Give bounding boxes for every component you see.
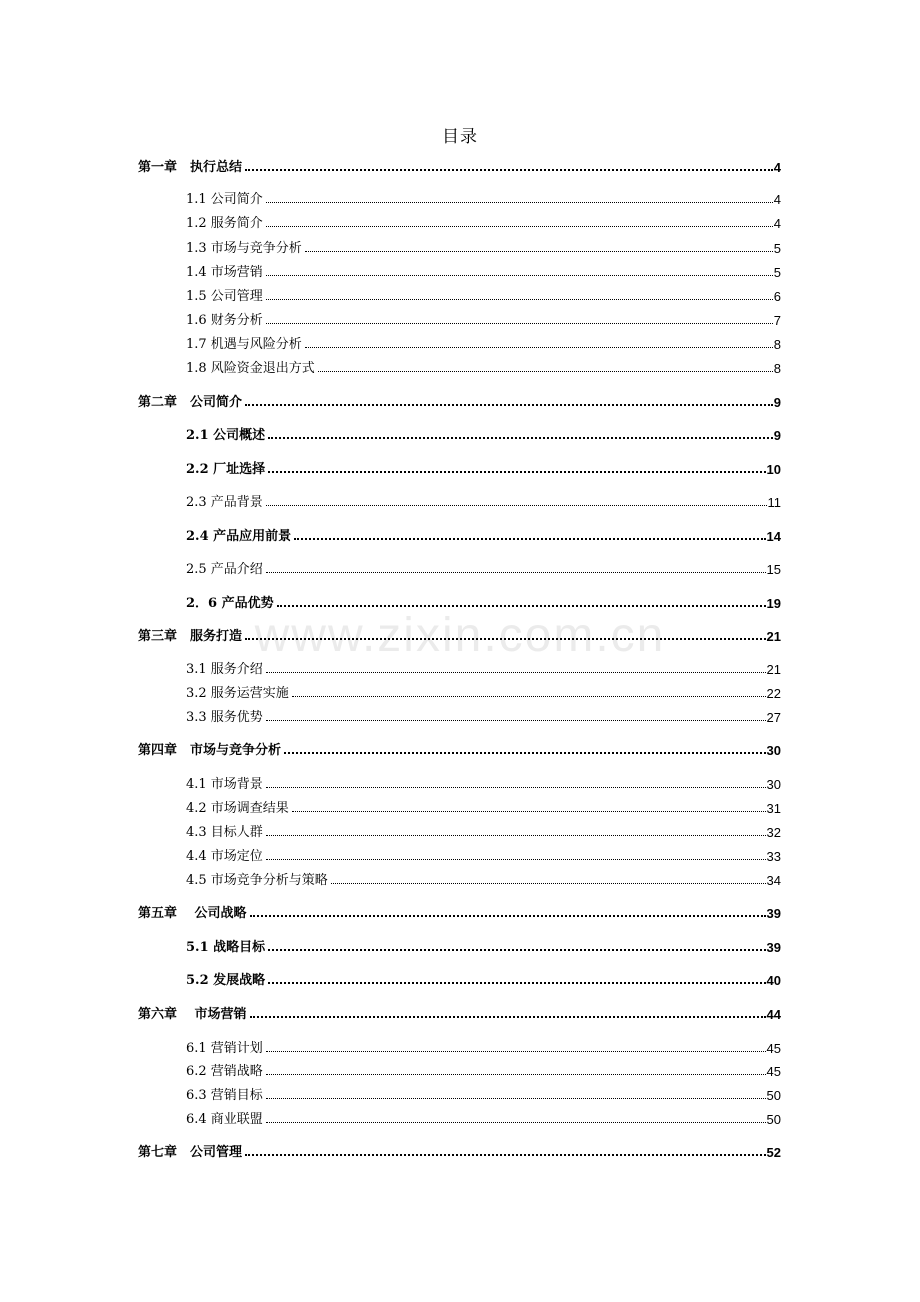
dot-leader xyxy=(268,437,773,439)
toc-entry-label: 5.2 发展战略 xyxy=(186,973,266,988)
toc-section-entry[interactable] xyxy=(186,236,781,256)
toc-entry-page-number: 9 xyxy=(773,428,781,443)
toc-section-entry[interactable] xyxy=(186,796,781,816)
toc-entry-page-number: 21 xyxy=(766,629,781,644)
toc-section-entry[interactable] xyxy=(186,332,781,352)
toc-entry-page-number: 10 xyxy=(766,462,781,477)
toc-entry-label: 1.4 市场营销 xyxy=(186,265,263,280)
toc-entry-page-number: 33 xyxy=(766,849,781,864)
toc-section-entry[interactable] xyxy=(186,1107,781,1127)
toc-entry-page-number: 52 xyxy=(766,1145,781,1160)
dot-leader xyxy=(266,859,766,860)
toc-entry-page-number: 8 xyxy=(773,361,781,376)
toc-entry-label: 4.3 目标人群 xyxy=(186,825,263,840)
toc-entry-label: 4.1 市场背景 xyxy=(186,777,263,792)
dot-leader xyxy=(266,275,773,276)
dot-leader xyxy=(305,251,773,252)
toc-chapter-entry[interactable] xyxy=(138,624,781,644)
toc-entry-page-number: 11 xyxy=(767,495,781,510)
toc-entry-page-number: 27 xyxy=(766,710,781,725)
toc-entry-label: 2.2 厂址选择 xyxy=(186,462,266,477)
toc-entry-page-number: 45 xyxy=(766,1064,781,1079)
toc-entry-page-number: 32 xyxy=(766,825,781,840)
toc-entry-page-number: 45 xyxy=(766,1041,781,1056)
toc-section-entry[interactable] xyxy=(186,1036,781,1056)
toc-entry-page-number: 40 xyxy=(766,973,781,988)
toc-entry-label: 6.3 营销目标 xyxy=(186,1088,263,1103)
dot-leader xyxy=(266,1098,766,1099)
dot-leader xyxy=(266,202,773,203)
toc-entry-label: 第六章 市场营销 xyxy=(138,1007,247,1022)
toc-entry-page-number: 50 xyxy=(766,1112,781,1127)
toc-entry-page-number: 19 xyxy=(766,596,781,611)
toc-entry-label: 第五章 公司战略 xyxy=(138,906,247,921)
toc-entry-page-number: 50 xyxy=(766,1088,781,1103)
toc-entry-label: 1.6 财务分析 xyxy=(186,313,263,328)
dot-leader xyxy=(250,915,766,917)
dot-leader xyxy=(245,1154,766,1156)
toc-entry-label: 6.4 商业联盟 xyxy=(186,1112,263,1127)
toc-section-entry[interactable] xyxy=(186,681,781,701)
dot-leader xyxy=(245,169,773,171)
toc-chapter-entry[interactable] xyxy=(138,390,781,410)
watermark: www.zixin.com.cn xyxy=(254,609,666,662)
toc-entry-label: 4.5 市场竞争分析与策略 xyxy=(186,873,328,888)
toc-entry-label: 2．6 产品优势 xyxy=(186,596,274,611)
toc-entry-page-number: 9 xyxy=(773,395,781,410)
toc-entry-label: 第四章 市场与竞争分析 xyxy=(138,743,282,758)
dot-leader xyxy=(292,811,766,812)
toc-entry-label: 2.5 产品介绍 xyxy=(186,562,263,577)
toc-section-entry[interactable] xyxy=(186,968,781,988)
toc-entry-page-number: 15 xyxy=(766,562,781,577)
dot-leader xyxy=(245,404,773,406)
toc-entry-label: 1.3 市场与竞争分析 xyxy=(186,241,302,256)
toc-entry-label: 6.1 营销计划 xyxy=(186,1041,263,1056)
toc-section-entry[interactable] xyxy=(186,772,781,792)
toc-section-entry[interactable] xyxy=(186,308,781,328)
dot-leader xyxy=(266,1122,766,1123)
dot-leader xyxy=(284,752,766,754)
toc-entry-page-number: 22 xyxy=(766,686,781,701)
toc-entry-page-number: 4 xyxy=(773,192,781,207)
toc-title: 目录 xyxy=(442,127,478,147)
toc-entry-label: 2.1 公司概述 xyxy=(186,428,266,443)
toc-section-entry[interactable] xyxy=(186,557,781,577)
toc-entry-page-number: 30 xyxy=(766,743,781,758)
toc-chapter-entry[interactable] xyxy=(138,901,781,921)
dot-leader xyxy=(294,538,765,540)
toc-entry-label: 第七章 公司管理 xyxy=(138,1145,243,1160)
toc-entry-label: 4.2 市场调查结果 xyxy=(186,801,289,816)
dot-leader xyxy=(250,1016,766,1018)
toc-section-entry[interactable] xyxy=(186,211,781,231)
dot-leader xyxy=(305,347,773,348)
toc-section-entry[interactable] xyxy=(186,284,781,304)
toc-entry-page-number: 30 xyxy=(766,777,781,792)
toc-entry-label: 6.2 营销战略 xyxy=(186,1064,263,1079)
toc-section-entry[interactable] xyxy=(186,657,781,677)
dot-leader xyxy=(266,505,767,506)
dot-leader xyxy=(266,299,773,300)
toc-section-entry[interactable] xyxy=(186,868,781,888)
toc-entry-page-number: 5 xyxy=(773,241,781,256)
toc-section-entry[interactable] xyxy=(186,591,781,611)
toc-entry-label: 第二章 公司简介 xyxy=(138,395,243,410)
toc-entry-label: 1.7 机遇与风险分析 xyxy=(186,337,302,352)
toc-entry-label: 3.1 服务介绍 xyxy=(186,662,263,677)
toc-section-entry[interactable] xyxy=(186,490,781,510)
toc-entry-label: 1.1 公司简介 xyxy=(186,192,263,207)
toc-entry-page-number: 6 xyxy=(773,289,781,304)
toc-chapter-entry[interactable] xyxy=(138,738,781,758)
dot-leader xyxy=(266,787,766,788)
toc-entry-label: 1.8 风险资金退出方式 xyxy=(186,361,315,376)
dot-leader xyxy=(245,638,766,640)
toc-entry-page-number: 5 xyxy=(773,265,781,280)
dot-leader xyxy=(292,696,766,697)
toc-section-entry[interactable] xyxy=(186,705,781,725)
toc-section-entry[interactable] xyxy=(186,260,781,280)
dot-leader xyxy=(266,672,766,673)
dot-leader xyxy=(331,883,766,884)
toc-entry-page-number: 8 xyxy=(773,337,781,352)
dot-leader xyxy=(266,226,773,227)
toc-section-entry[interactable] xyxy=(186,356,781,376)
toc-entry-label: 第三章 服务打造 xyxy=(138,629,243,644)
toc-section-entry[interactable] xyxy=(186,935,781,955)
dot-leader xyxy=(266,720,766,721)
dot-leader xyxy=(266,835,766,836)
toc-entry-label: 2.3 产品背景 xyxy=(186,495,263,510)
toc-entry-page-number: 14 xyxy=(766,529,781,544)
dot-leader xyxy=(268,982,765,984)
toc-section-entry[interactable] xyxy=(186,1059,781,1079)
toc-entry-page-number: 34 xyxy=(766,873,781,888)
dot-leader xyxy=(266,572,766,573)
toc-entry-label: 4.4 市场定位 xyxy=(186,849,263,864)
dot-leader xyxy=(266,323,773,324)
toc-chapter-entry[interactable] xyxy=(138,1140,781,1160)
toc-entry-page-number: 7 xyxy=(773,313,781,328)
toc-entry-page-number: 39 xyxy=(766,906,781,921)
dot-leader xyxy=(318,371,773,372)
toc-chapter-entry[interactable] xyxy=(138,1002,781,1022)
toc-section-entry[interactable] xyxy=(186,423,781,443)
toc-entry-page-number: 4 xyxy=(773,216,781,231)
dot-leader xyxy=(266,1051,766,1052)
toc-entry-label: 2.4 产品应用前景 xyxy=(186,529,292,544)
dot-leader xyxy=(277,605,766,607)
toc-chapter-entry[interactable] xyxy=(138,155,781,175)
toc-section-entry[interactable] xyxy=(186,1083,781,1103)
toc-entry-page-number: 39 xyxy=(766,940,781,955)
toc-section-entry[interactable] xyxy=(186,820,781,840)
toc-entry-label: 第一章 执行总结 xyxy=(138,160,243,175)
toc-entry-label: 5.1 战略目标 xyxy=(186,940,266,955)
toc-entry-page-number: 44 xyxy=(766,1007,781,1022)
toc-entry-page-number: 31 xyxy=(766,801,781,816)
toc-entry-page-number: 4 xyxy=(773,160,781,175)
dot-leader xyxy=(268,949,765,951)
toc-entry-label: 1.2 服务简介 xyxy=(186,216,263,231)
toc-section-entry[interactable] xyxy=(186,187,781,207)
toc-section-entry[interactable] xyxy=(186,457,781,477)
toc-section-entry[interactable] xyxy=(186,524,781,544)
toc-entry-page-number: 21 xyxy=(766,662,781,677)
toc-entry-label: 3.2 服务运营实施 xyxy=(186,686,289,701)
toc-entry-label: 1.5 公司管理 xyxy=(186,289,263,304)
toc-entry-label: 3.3 服务优势 xyxy=(186,710,263,725)
toc-section-entry[interactable] xyxy=(186,844,781,864)
dot-leader xyxy=(268,471,765,473)
dot-leader xyxy=(266,1074,766,1075)
